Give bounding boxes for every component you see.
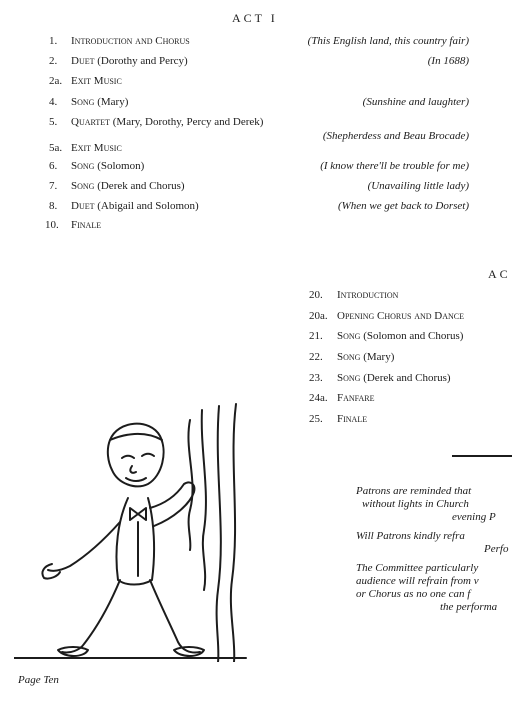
item-name: Song	[71, 160, 95, 172]
item-name: Finale	[337, 413, 368, 425]
item-song: (This English land, this country fair)	[307, 35, 469, 47]
item-number: 5.	[49, 116, 58, 128]
item-detail: (Mary, Dorothy, Percy and Derek)	[112, 116, 264, 128]
item-number: 6.	[49, 160, 58, 172]
item-number: 25.	[309, 413, 323, 425]
item-name: Fanfare	[337, 392, 375, 404]
notice-lights	[356, 485, 512, 524]
list-item	[309, 411, 512, 427]
item-name: Song	[337, 351, 361, 363]
item-number: 23.	[309, 372, 323, 384]
item-name-wrap	[337, 328, 463, 344]
notice-line: audience will refrain from v	[356, 575, 479, 587]
notice-line: The Committee particularly	[356, 562, 479, 574]
list-item	[309, 328, 512, 344]
item-song: (When we get back to Dorset)	[337, 200, 469, 212]
item-detail: (Mary)	[97, 96, 129, 108]
item-song: (Sunshine and laughter)	[362, 96, 469, 108]
notice-line: evening P	[452, 511, 496, 523]
notice-refrain	[356, 530, 512, 556]
item-name: Song	[71, 96, 95, 108]
notice-line: the performa	[440, 601, 498, 613]
list-item	[49, 178, 469, 194]
list-item	[309, 308, 512, 324]
item-name: Opening Chorus and Dance	[337, 310, 465, 322]
item-song: (In 1688)	[427, 55, 469, 67]
item-number: 21.	[309, 330, 323, 342]
item-name: Song	[337, 372, 361, 384]
list-item	[49, 140, 469, 156]
item-number: 8.	[49, 200, 58, 212]
item-name-wrap	[71, 94, 128, 110]
list-item	[49, 33, 469, 49]
item-name-wrap	[71, 198, 199, 214]
item-name-wrap	[71, 53, 188, 69]
item-number: 10.	[45, 219, 59, 231]
item-name-wrap	[71, 178, 185, 194]
list-item	[45, 217, 465, 233]
page-number: Page Ten	[18, 674, 59, 686]
item-detail: (Dorothy and Percy)	[97, 55, 188, 67]
list-item	[49, 73, 469, 89]
item-name-wrap	[337, 349, 394, 365]
item-name: Exit Music	[71, 142, 122, 154]
item-name: Finale	[71, 219, 102, 231]
list-item	[49, 53, 469, 69]
item-name: Song	[337, 330, 361, 342]
item-name: Duet	[71, 200, 95, 212]
item-name: Introduction	[337, 289, 399, 301]
item-song: (I know there'll be trouble for me)	[320, 160, 469, 172]
item-number: 24a.	[309, 392, 328, 404]
list-item	[49, 198, 469, 214]
item-number: 4.	[49, 96, 58, 108]
item-number: 7.	[49, 180, 58, 192]
list-item	[309, 287, 512, 303]
item-detail: (Mary)	[363, 351, 395, 363]
list-item	[49, 158, 469, 174]
item-detail: (Solomon and Chorus)	[363, 330, 464, 342]
list-item	[49, 94, 469, 110]
act-2-title: AC	[488, 267, 511, 281]
item-number: 1.	[49, 35, 58, 47]
item-detail: (Solomon)	[97, 160, 145, 172]
item-number: 2a.	[49, 75, 63, 87]
item-name: Introduction and Chorus	[71, 35, 190, 47]
performer-illustration	[14, 400, 254, 662]
item-number: 5a.	[49, 142, 63, 154]
notice-line: without lights in Church	[362, 498, 469, 510]
item-detail: (Abigail and Solomon)	[97, 200, 199, 212]
notice-line: Perfo	[484, 543, 509, 555]
item-name: Duet	[71, 55, 95, 67]
act-1-title: ACT I	[232, 11, 278, 25]
item-song: (Unavailing little lady)	[367, 180, 469, 192]
item-number: 20.	[309, 289, 323, 301]
item-name: Song	[71, 180, 95, 192]
item-name: Quartet	[71, 116, 111, 128]
item-name: Exit Music	[71, 75, 122, 87]
notice-committee	[356, 562, 512, 614]
notice-line: Patrons are reminded that	[356, 485, 472, 497]
item-name-wrap	[71, 158, 144, 174]
item-song: (Shepherdess and Beau Brocade)	[322, 130, 469, 142]
item-number: 20a.	[309, 310, 328, 322]
item-name-wrap	[337, 370, 451, 386]
notice-line: Will Patrons kindly refra	[356, 530, 465, 542]
item-detail: (Derek and Chorus)	[97, 180, 185, 192]
divider	[452, 455, 512, 457]
list-item	[309, 390, 512, 406]
list-item	[309, 370, 512, 386]
notice-line: or Chorus as no one can f	[356, 588, 471, 600]
item-number: 2.	[49, 55, 58, 67]
list-item	[309, 349, 512, 365]
item-number: 22.	[309, 351, 323, 363]
item-detail: (Derek and Chorus)	[363, 372, 451, 384]
